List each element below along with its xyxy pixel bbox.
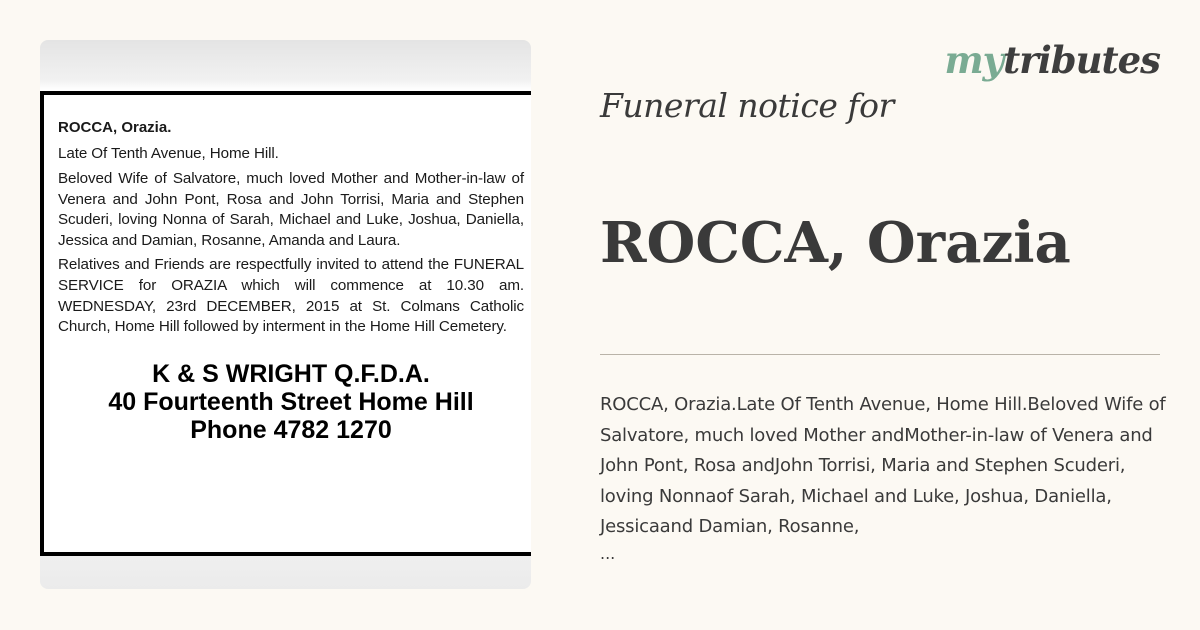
notice-excerpt: ROCCA, Orazia.Late Of Tenth Avenue, Home Hill.Beloved Wife of Salvatore, much loved Mother andMother-in-law of Venera and John Pont, Rosa andJohn Torrisi, Maria and Stephen Scuderi, loving Nonnaof Sarah, Michael and Luke, Joshua, Daniella, Jessicaand Damian, Rosanne, xyxy=(600,394,1166,538)
page-title: ROCCA, Orazia xyxy=(600,210,1071,276)
funeral-director-phone: Phone 4782 1270 xyxy=(190,416,392,445)
logo-my: my xyxy=(944,38,1004,82)
logo-tributes: tributes xyxy=(1003,38,1160,82)
notice-address: Late Of Tenth Avenue, Home Hill. xyxy=(58,145,279,162)
notice-family: Beloved Wife of Salvatore, much loved Mother and Mother-in-law of Venera and John Pont, Rosa and John Torrisi, Maria and Stephen Scuderi, loving Nonna of Sarah, Michael and Luke, Joshua, Daniella, Jessica and Damian, Rosanne, Amanda and Laura. xyxy=(58,169,524,250)
funeral-director-address: 40 Fourteenth Street Home Hill xyxy=(108,388,474,417)
funeral-director xyxy=(58,360,524,444)
excerpt-ellipsis: ... xyxy=(600,544,616,563)
notice-clipping xyxy=(40,91,531,556)
divider xyxy=(600,354,1160,355)
page-subtitle: Funeral notice for xyxy=(600,86,894,125)
notice-clipping-card xyxy=(40,40,531,589)
notice-service-details: Relatives and Friends are respectfully invited to attend the FUNERAL SERVICE for ORAZIA which will commence at 10.30 am. WEDNESDAY, 23rd DECEMBER, 2015 at St. Colmans Catholic Church, Home Hill followed by interment in the Home Hill Cemetery. xyxy=(58,255,524,336)
funeral-director-name: K & S WRIGHT Q.F.D.A. xyxy=(152,360,430,389)
notice-heading: ROCCA, Orazia. xyxy=(58,119,172,136)
mytributes-logo[interactable] xyxy=(944,38,1160,82)
